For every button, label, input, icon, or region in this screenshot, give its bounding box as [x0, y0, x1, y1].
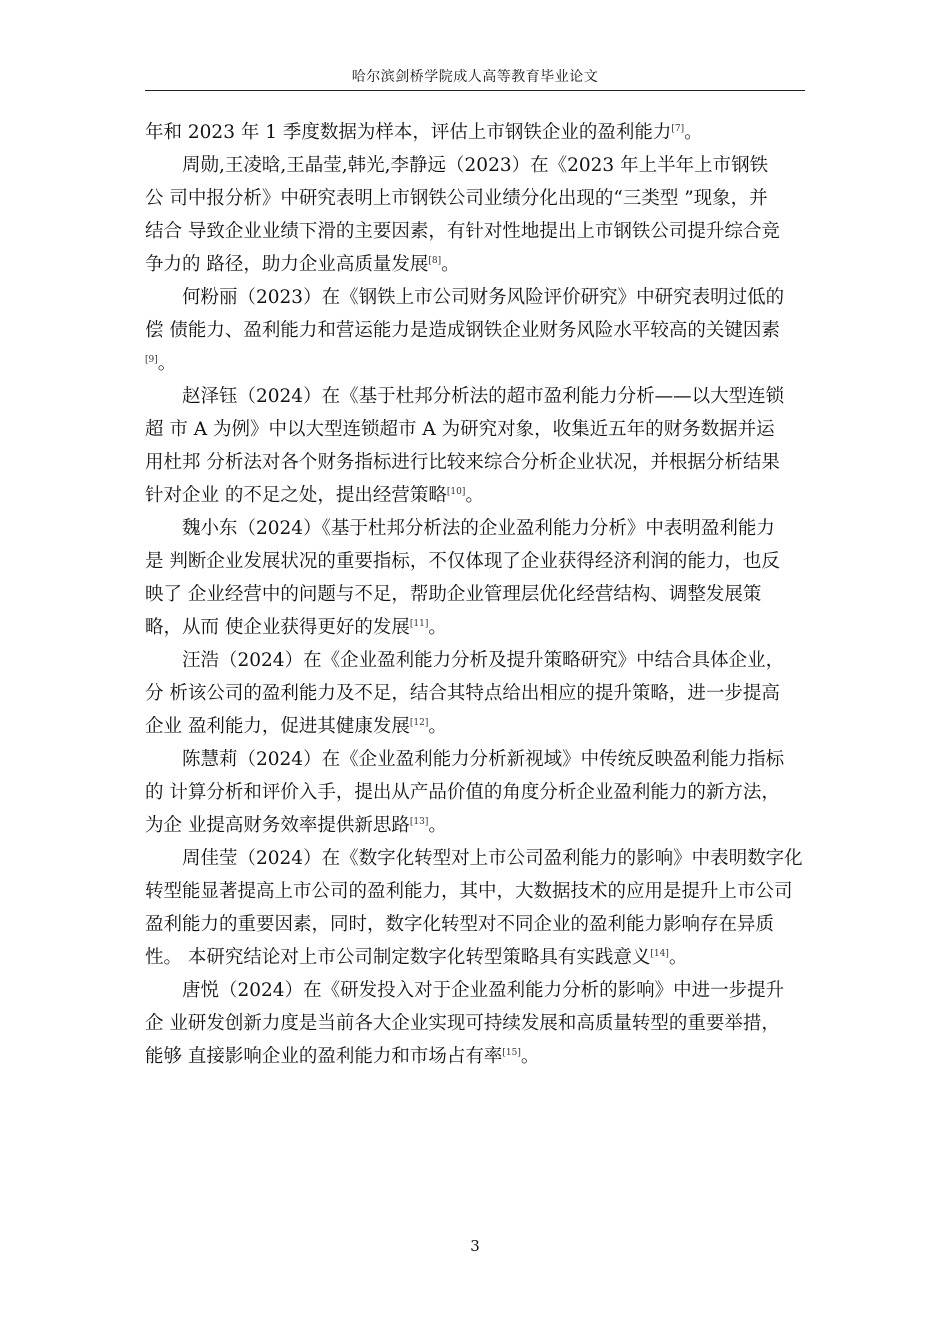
text-line: 魏小东（2024）《基于杜邦分析法的企业盈利能力分析》中表明盈利能力 [182, 518, 775, 539]
citation: [11] [409, 619, 429, 629]
citation: [15] [502, 1048, 521, 1058]
text-line: 唐悦（2024）在《研发投入对于企业盈利能力分析的影响》中进一步提升 [182, 980, 785, 1001]
page-number: 3 [470, 1237, 480, 1255]
text-line: 汪浩（2024）在《企业盈利能力分析及提升策略研究》中结合具体企业， [182, 650, 785, 671]
citation: [9] [145, 355, 158, 365]
page-header: 哈尔滨剑桥学院成人高等教育毕业论文 [351, 69, 599, 85]
text-line: 企 业研发创新力度是当前各大企业实现可持续发展和高质量转型的重要举措， [145, 1013, 780, 1034]
text-line: 性。 本研究结论对上市公司制定数字化转型策略具有实践意义[14]。 [145, 947, 688, 968]
text-line: 争力的 路径，助力企业高质量发展[8]。 [145, 254, 460, 275]
text-line: 偿 债能力、盈利能力和营运能力是造成钢铁企业财务风险水平较高的关键因素 [145, 320, 780, 341]
text-line: 为企 业提高财务效率提供新思路[13]。 [145, 815, 447, 836]
paragraph [145, 149, 805, 281]
text-line: 企业 盈利能力，促进其健康发展[12]。 [145, 716, 447, 737]
text-line: 用杜邦 分析法对各个财务指标进行比较来综合分析企业状况，并根据分析结果 [145, 452, 780, 473]
text-line: 周勋,王凌晗,王晶莹,韩光,李静远（2023）在《2023 年上半年上市钢铁 [182, 155, 769, 176]
paragraph [145, 974, 805, 1073]
header-rule [145, 90, 805, 91]
text-line: [9]。 [145, 353, 177, 374]
citation: [10] [446, 487, 466, 497]
text-line: 盈利能力的重要因素，同时，数字化转型对不同企业的盈利能力影响存在异质 [145, 914, 775, 935]
text-line: 周佳莹（2024）在《数字化转型对上市公司盈利能力的影响》中表明数字化 [182, 848, 803, 869]
paragraph [145, 512, 805, 644]
text-line: 略，从而 使企业获得更好的发展[11]。 [145, 617, 447, 638]
text-line: 能够 直接影响企业的盈利能力和市场占有率[15]。 [145, 1046, 540, 1067]
text-line: 分 析该公司的盈利能力及不足，结合其特点给出相应的提升策略，进一步提高 [145, 683, 780, 704]
text-line: 的 计算分析和评价入手，提出从产品价值的角度分析企业盈利能力的新方法， [145, 782, 780, 803]
text-line: 赵泽钰（2024）在《基于杜邦分析法的超市盈利能力分析——以大型连锁 [182, 386, 785, 407]
text-line: 是 判断企业发展状况的重要指标，不仅体现了企业获得经济利润的能力，也反 [145, 551, 780, 572]
paragraph [145, 743, 805, 842]
paragraph [145, 644, 805, 743]
citation: [12] [409, 718, 429, 728]
text-line: 转型能显著提高上市公司的盈利能力，其中，大数据技术的应用是提升上市公司 [145, 881, 793, 902]
citation: [7] [671, 124, 685, 134]
body-text [145, 116, 805, 1073]
paragraph [145, 380, 805, 512]
text-line: 年和 2023 年 1 季度数据为样本，评估上市钢铁企业的盈利能力[7]。 [145, 122, 703, 143]
text-line: 公 司中报分析》中研究表明上市钢铁公司业绩分化出现的“三类型 ”现象，并 [145, 188, 768, 209]
text-line: 陈慧莉（2024）在《企业盈利能力分析新视域》中传统反映盈利能力指标 [182, 749, 785, 770]
text-line: 针对企业 的不足之处，提出经营策略[10]。 [145, 485, 484, 506]
citation: [14] [650, 949, 669, 959]
paragraph [145, 281, 805, 380]
paragraph [145, 116, 805, 149]
text-line: 结合 导致企业业绩下滑的主要因素，有针对性地提出上市钢铁公司提升综合竞 [145, 221, 780, 242]
paragraph [145, 842, 805, 974]
text-line: 超 市 A 为例》中以大型连锁超市 A 为研究对象，收集近五年的财务数据并运 [145, 419, 775, 440]
citation: [13] [409, 817, 429, 827]
text-line: 映了 企业经营中的问题与不足，帮助企业管理层优化经营结构、调整发展策 [145, 584, 762, 605]
text-line: 何粉丽（2023）在《钢铁上市公司财务风险评价研究》中研究表明过低的 [182, 287, 785, 308]
citation: [8] [428, 256, 442, 266]
